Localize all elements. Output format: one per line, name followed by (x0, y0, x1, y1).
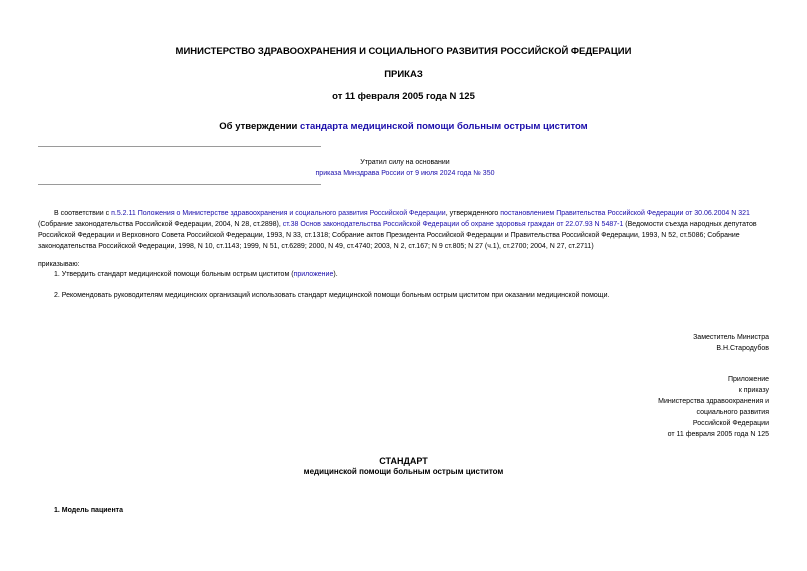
appendix-line-2: к приказу (738, 387, 769, 394)
document-date-number: от 11 февраля 2005 года N 125 (332, 91, 475, 102)
order-item-2: 2. Рекомендовать руководителям медицинских организаций использовать стандарт медицинской помощи больным острым циститом при оказании медицинской помощи. (54, 292, 610, 299)
document-title (0, 121, 807, 132)
preamble-text-2: , утвержденного (445, 210, 501, 217)
document-title-link[interactable]: стандарта медицинской помощи больным острым циститом (300, 121, 588, 132)
preamble-text-1: В соответствии с (54, 210, 112, 217)
appendix-line-1: Приложение (727, 376, 769, 383)
signature-name: В.Н.Стародубов (716, 345, 769, 352)
status-note (290, 157, 520, 179)
standard-title: СТАНДАРТ (379, 456, 428, 466)
signature-position: Заместитель Министра (693, 334, 769, 341)
status-note-text: Утратил силу на основании (360, 159, 450, 166)
appendix-line-6: от 11 февраля 2005 года N 125 (667, 431, 769, 438)
preamble-paragraph (38, 208, 768, 252)
appendix-line-3: Министерства здравоохранения и (658, 398, 769, 405)
preamble-link-fundamentals[interactable]: ст.38 Основ законодательства Российской Федерации об охране здоровья граждан от 22.07.93 N 5487-1 (282, 221, 624, 228)
order-item-1-end: ). (333, 271, 338, 278)
preamble-link-regulation[interactable]: п.5.2.11 Положения о Министерстве здравоохранения и социального развития Российской Федерации (111, 210, 446, 217)
document-type: ПРИКАЗ (384, 69, 423, 80)
status-note-link[interactable]: приказа Минздрава России от 9 июля 2024 года № 350 (315, 170, 495, 177)
divider-bottom (38, 184, 321, 185)
order-item-1 (54, 269, 338, 280)
document-title-prefix: Об утверждении (219, 121, 301, 132)
preamble-link-resolution[interactable]: постановлением Правительства Российской Федерации от 30.06.2004 N 321 (500, 210, 750, 217)
divider-top (38, 146, 321, 147)
signature-block (569, 332, 769, 354)
appendix-block (569, 374, 769, 440)
order-item-1-text: 1. Утвердить стандарт медицинской помощи больным острым циститом ( (54, 271, 294, 278)
appendix-line-5: Российской Федерации (692, 420, 769, 427)
preamble-text-3: (Собрание законодательства Российской Федерации, 2004, N 28, ст.2898), (38, 221, 283, 228)
ministry-heading: МИНИСТЕРСТВО ЗДРАВООХРАНЕНИЯ И СОЦИАЛЬНОГО РАЗВИТИЯ РОССИЙСКОЙ ФЕДЕРАЦИИ (175, 46, 632, 57)
appendix-link[interactable]: приложение (293, 271, 334, 278)
standard-subtitle: медицинской помощи больным острым циститом (303, 467, 504, 476)
order-word: приказываю: (38, 261, 80, 268)
section-patient-model: 1. Модель пациента (54, 507, 123, 514)
preamble-text-4: (Ведомости съезда народных депутатов Российской Федерации и Верховного Совета Российской Федерации, 1993, N 33, ст.1318; Собрание актов Президента Российской Федерации и Правительства Российской Федерации, 1993, N 52, ст.5086; Собрание законодательства Российской Федерации, 1998, N 10, ст.1143; 1999, N 51, ст.6289; 2000, N 49, ст.4740; 2003, N 2, ст.167; N 9 ст.805; N 27 (ч.1), ст.2700; 2004, N 27, ст.2711) (38, 221, 757, 250)
appendix-line-4: социального развития (696, 409, 769, 416)
